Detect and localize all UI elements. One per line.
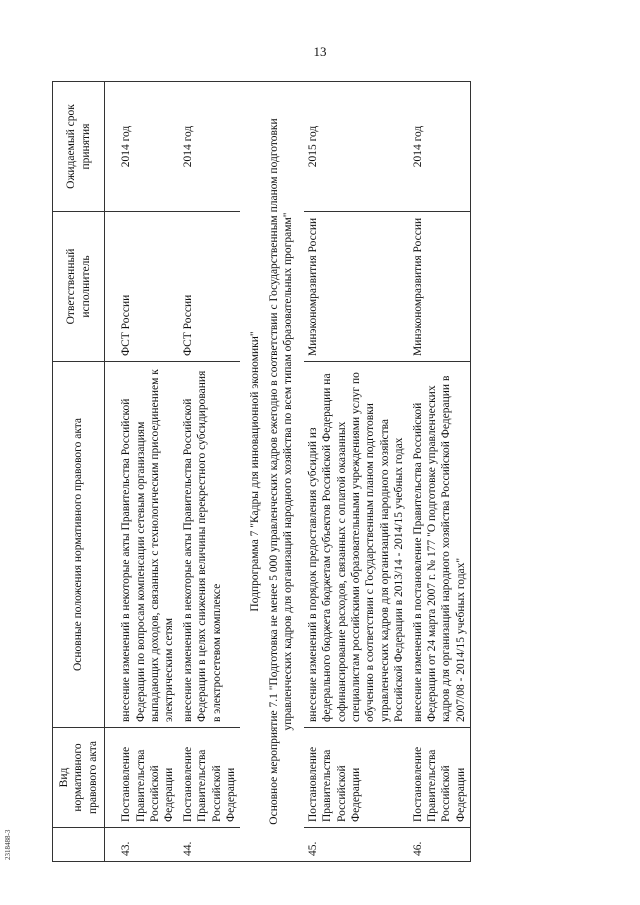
row-responsible: Минэкономразвития России — [409, 212, 471, 362]
row-number: 46. — [409, 828, 471, 862]
normative-acts-table — [52, 81, 471, 862]
footer-stamp: 2318488-3 — [4, 829, 12, 860]
table-row — [117, 82, 179, 862]
row-number: 43. — [117, 828, 179, 862]
row-kind: Постановление Правительства Российской Федерации — [179, 728, 241, 828]
header-kind: Вид нормативного правового акта — [53, 728, 105, 828]
row-term: 2015 год — [304, 82, 409, 212]
row-kind: Постановление Правительства Российской Федерации — [409, 728, 471, 828]
table-row — [409, 82, 471, 862]
row-responsible: Минэкономразвития России — [304, 212, 409, 362]
row-responsible: ФСТ России — [179, 212, 241, 362]
table-row — [304, 82, 409, 862]
main-event-text: Основное мероприятие 7.1 "Подготовка не менее 5 000 управленческих кадров ежегодно в соответствии с Государственным планом подготовки управленческих кадров для организаций народного хозяйства по всем типам образовательных программ" — [267, 118, 295, 825]
rotated-page-content — [52, 82, 612, 862]
row-responsible: ФСТ России — [117, 212, 179, 362]
header-provisions: Основные положения нормативного правового акта — [53, 362, 105, 728]
row-number: 45. — [304, 828, 409, 862]
row-provisions: внесение изменений в порядок предоставления субсидий из федерального бюджета бюджетам субъектов Российской Федерации на софинансирование расходов, связанных с оплатой оказанных специалистам российскими образовательными учреждениями услуг по обучению в соответствии с Государственным планом подготовки управленческих кадров для организаций народного хозяйства Российской Федерации в 2013/14 - 2014/15 учебных годах — [304, 362, 409, 728]
header-responsible: Ответственный исполнитель — [53, 212, 105, 362]
row-term: 2014 год — [179, 82, 241, 212]
table-row — [179, 82, 241, 862]
row-kind: Постановление Правительства Российской Федерации — [117, 728, 179, 828]
row-provisions: внесение изменений в некоторые акты Правительства Российской Федерации по вопросам компенсации сетевым организациям выпадающих доходов, связанных с технологическим присоединением к электрическим сетям — [117, 362, 179, 728]
row-number: 44. — [179, 828, 241, 862]
header-num — [53, 828, 105, 862]
subprogram-title: Подпрограмма 7 "Кадры для инновационной экономики" — [249, 331, 262, 612]
row-term: 2014 год — [409, 82, 471, 212]
table-header-row — [53, 82, 105, 862]
row-provisions: внесение изменений в некоторые акты Правительства Российской Федерации в целях снижения величины перекрестного субсидирования в электросетевом комплексе — [179, 362, 241, 728]
row-term: 2014 год — [117, 82, 179, 212]
header-term: Ожидаемый срок принятия — [53, 82, 105, 212]
subprogram-row — [240, 82, 303, 862]
page-number: 13 — [313, 44, 327, 59]
row-kind: Постановление Правительства Российской Федерации — [304, 728, 409, 828]
row-provisions: внесение изменений в постановление Правительства Российской Федерации от 24 марта 2007 г. № 177 "О подготовке управленческих кадров для организаций народного хозяйства Российской Федерации в 2007/08 - 2014/15 учебных годах" — [409, 362, 471, 728]
